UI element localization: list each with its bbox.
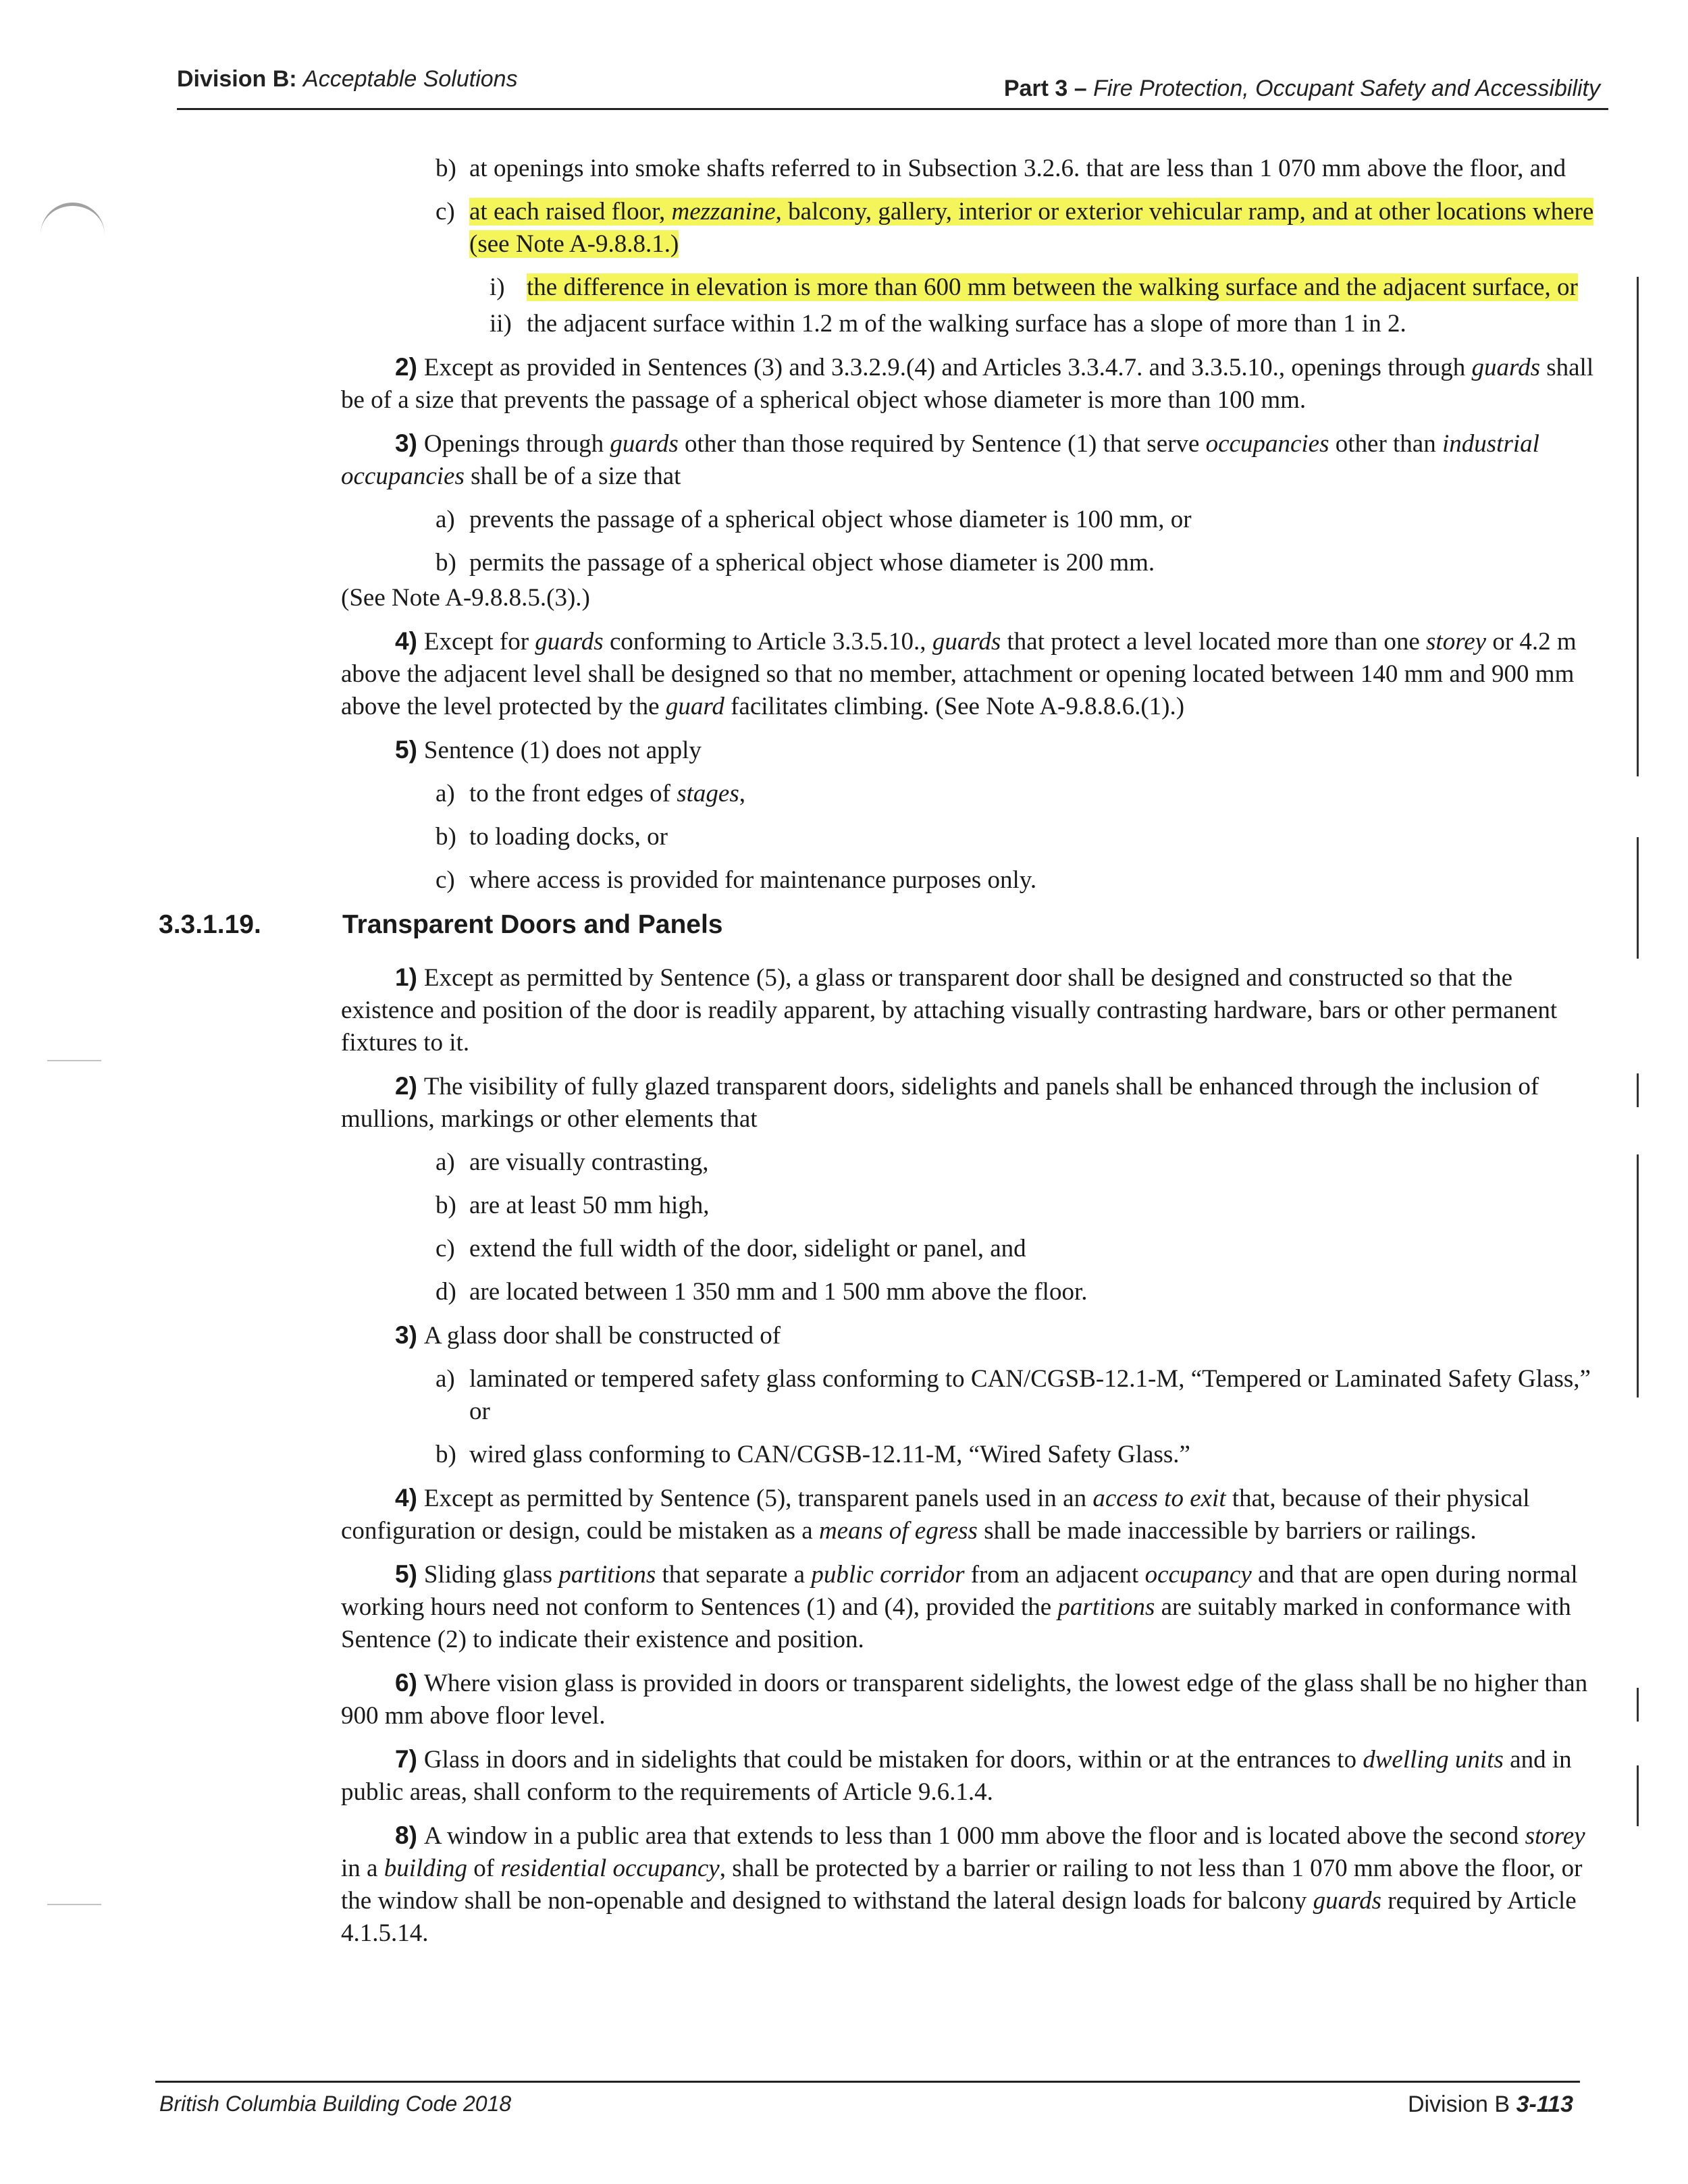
change-bar bbox=[1637, 277, 1639, 776]
sentence-5-b: b) to loading docks, or bbox=[436, 823, 668, 851]
document-body bbox=[159, 153, 1610, 1961]
footer-page-number: Division B 3-113 bbox=[1407, 2092, 1573, 2117]
article-sentence-6: 6) Where vision glass is provided in doors or transparent sidelights, the lowest edge of the glass shall be no higher than 900 mm above floor level. bbox=[341, 1669, 1588, 1730]
sentence-3-a: a) prevents the passage of a spherical object whose diameter is 100 mm, or bbox=[436, 506, 1192, 533]
subclause-ii: ii) the adjacent surface within 1.2 m of the walking surface has a slope of more than 1 in 2. bbox=[490, 310, 1406, 338]
article-sentence-5: 5) Sliding glass partitions that separate a public corridor from an adjacent occupancy and that are open during normal working hours need not conform to Sentences (1) and (4), provided the partitions are suitably marked in conformance with Sentence (2) to indicate their existence and position. bbox=[341, 1560, 1578, 1653]
sentence-5-c: c) where access is provided for maintenance purposes only. bbox=[436, 866, 1037, 894]
header-rule bbox=[177, 108, 1608, 110]
scan-mark bbox=[47, 1904, 101, 1905]
article-sentence-1: 1) Except as permitted by Sentence (5), a glass or transparent door shall be designed and constructed so that the existence and position of the door is readily apparent, by attaching visually contrasting hardware, bars or other permanent fixtures to it. bbox=[341, 963, 1558, 1057]
article-sentence-4: 4) Except as permitted by Sentence (5), transparent panels used in an access to exit that, because of their physical configuration or design, could be mistaken as a means of egress shall be made inaccessible by barriers or railings. bbox=[341, 1484, 1530, 1545]
article-sentence-2-c: c) extend the full width of the door, sidelight or panel, and bbox=[436, 1235, 1026, 1262]
footer-rule bbox=[155, 2081, 1580, 2083]
sentence-4: 4) Except for guards conforming to Article 3.3.5.10., guards that protect a level located more than one storey or 4.2 m above the adjacent level shall be designed so that no member, attachment or opening located between 140 mm and 900 mm above the level protected by the guard facilitates climbing. (See Note A-9.8.8.6.(1).) bbox=[341, 627, 1577, 720]
change-bar bbox=[1637, 1154, 1639, 1397]
clause-b: b) at openings into smoke shafts referred to in Subsection 3.2.6. that are less than 1 070 mm above the floor, and bbox=[436, 155, 1566, 182]
subclause-i: i) the difference in elevation is more than 600 mm between the walking surface and the adjacent surface, or bbox=[490, 273, 1578, 301]
section-heading bbox=[159, 907, 1610, 942]
sentence-3: 3) Openings through guards other than those required by Sentence (1) that serve occupancies other than industrial occupancies shall be of a size that bbox=[341, 429, 1539, 490]
part-label: Part 3 – bbox=[1003, 76, 1087, 101]
article-sentence-3: 3) A glass door shall be constructed of bbox=[395, 1321, 781, 1350]
sentence-2: 2) Except as provided in Sentences (3) and 3.3.2.9.(4) and Articles 3.3.4.7. and 3.3.5.10., openings through guards shall be of a size that prevents the passage of a spherical object whose diameter is more than 100 mm. bbox=[341, 353, 1594, 414]
change-bar bbox=[1637, 1073, 1639, 1107]
highlighted-text: at each raised floor, mezzanine, balcony, gallery, interior or exterior vehicular ramp, and at other locations where (see Note A-9.8.8.1.) bbox=[469, 198, 1594, 258]
division-label: Division B: bbox=[177, 66, 297, 92]
sentence-3-b: b) permits the passage of a spherical object whose diameter is 200 mm. bbox=[436, 549, 1155, 577]
sentence-5-a: a) to the front edges of stages, bbox=[436, 780, 745, 807]
clause-c: c) at each raised floor, mezzanine, balcony, gallery, interior or exterior vehicular ramp, and at other locations where (see Note A-9.8.8.1.) bbox=[436, 198, 1594, 258]
note-reference: (See Note A-9.8.8.5.(3).) bbox=[341, 584, 590, 612]
article-sentence-3-a: a) laminated or tempered safety glass conforming to CAN/CGSB-12.1-M, “Tempered or Laminated Safety Glass,” or bbox=[436, 1365, 1591, 1425]
article-sentence-2: 2) The visibility of fully glazed transparent doors, sidelights and panels shall be enhanced through the inclusion of mullions, markings or other elements that bbox=[341, 1072, 1539, 1133]
footer-code-title: British Columbia Building Code 2018 bbox=[159, 2092, 512, 2116]
article-sentence-2-b: b) are at least 50 mm high, bbox=[436, 1192, 710, 1219]
highlighted-text: the difference in elevation is more than 600 mm between the walking surface and the adjacent surface, or bbox=[527, 273, 1578, 301]
article-sentence-2-a: a) are visually contrasting, bbox=[436, 1148, 709, 1176]
page-header-part bbox=[1004, 76, 1600, 102]
division-title: Acceptable Solutions bbox=[303, 66, 518, 92]
change-bar bbox=[1637, 1765, 1639, 1826]
article-sentence-8: 8) A window in a public area that extends to less than 1 000 mm above the floor and is located above the second storey in a building of residential occupancy, shall be protected by a barrier or railing to not less than 1 070 mm above the floor, or the window shall be non-openable and designed to withstand the lateral design loads for balcony guards required by Article 4.1.5.14. bbox=[341, 1821, 1585, 1947]
change-bar bbox=[1637, 1688, 1639, 1722]
article-sentence-7: 7) Glass in doors and in sidelights that could be mistaken for doors, within or at the entrances to dwelling units and in public areas, shall conform to the requirements of Article 9.6.1.4. bbox=[341, 1745, 1572, 1806]
change-bar bbox=[1637, 837, 1639, 959]
section-number: 3.3.1.19. bbox=[159, 910, 261, 939]
part-title: Fire Protection, Occupant Safety and Accessibility bbox=[1093, 76, 1600, 101]
hole-punch-mark bbox=[41, 203, 105, 253]
article-sentence-2-d: d) are located between 1 350 mm and 1 500 mm above the floor. bbox=[436, 1278, 1088, 1306]
page-header-division bbox=[177, 66, 518, 92]
section-title: Transparent Doors and Panels bbox=[342, 910, 723, 939]
scan-mark bbox=[47, 1060, 101, 1061]
sentence-5: 5) Sentence (1) does not apply bbox=[395, 736, 702, 764]
article-sentence-3-b: b) wired glass conforming to CAN/CGSB-12.11-M, “Wired Safety Glass.” bbox=[436, 1441, 1190, 1468]
